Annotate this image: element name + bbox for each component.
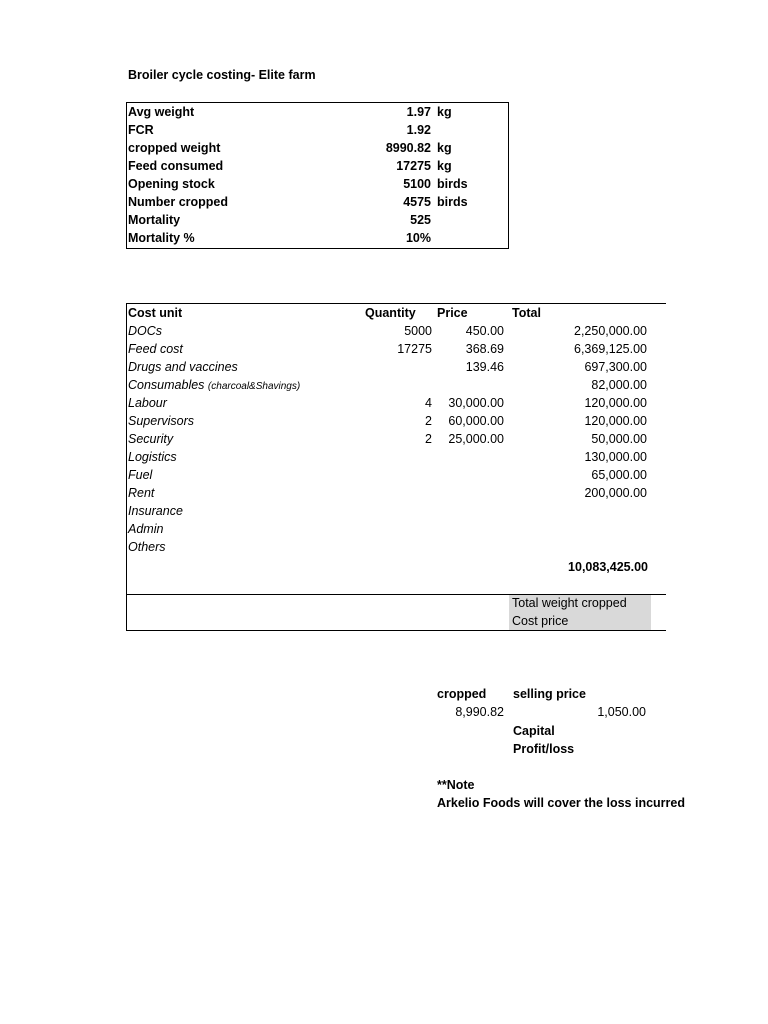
summary-value: 5100: [403, 177, 431, 191]
summary-unit: kg: [437, 159, 452, 173]
cost-quantity: 4: [425, 396, 432, 411]
cost-unit-name: Logistics: [128, 450, 177, 465]
cost-row: [127, 340, 666, 358]
summary-row: [127, 103, 508, 121]
summary-value: 1.92: [406, 123, 431, 137]
summary-row: [127, 157, 508, 175]
cost-quantity: 5000: [404, 324, 432, 339]
cost-unit-label: [128, 520, 163, 538]
summary-unit: kg: [437, 141, 452, 155]
cost-unit-name: Others: [128, 540, 166, 555]
cost-unit-label: [128, 340, 183, 358]
cost-unit-name: Rent: [128, 486, 155, 501]
cost-unit-name: Admin: [128, 522, 164, 537]
cost-unit-name: Labour: [128, 396, 167, 411]
summary-row: [127, 139, 508, 157]
summary-unit: birds: [437, 195, 468, 209]
cost-unit-note: (charcoal&Shavings): [207, 381, 301, 393]
cost-row: [127, 322, 666, 340]
summary-row: [127, 121, 508, 139]
cost-table: [126, 303, 666, 595]
cost-row: [127, 394, 666, 412]
cost-unit-label: [128, 376, 300, 396]
cost-unit-label: [128, 322, 162, 340]
cost-price: 368.69: [465, 342, 504, 357]
summary-row: [127, 175, 508, 193]
cost-unit-name: Insurance: [128, 504, 183, 519]
cost-unit-label: [128, 466, 152, 484]
cost-total: 130,000.00: [584, 450, 647, 465]
cost-total: 50,000.00: [591, 432, 647, 447]
summary-label: Number cropped: [128, 195, 229, 209]
cost-price: 30,000.00: [448, 396, 504, 411]
cost-row: [127, 502, 666, 520]
summary-value: 4575: [403, 195, 431, 209]
cost-unit-name: Security: [128, 432, 174, 447]
summary-unit: kg: [437, 105, 452, 119]
cost-total: 6,369,125.00: [574, 342, 647, 357]
capital-label: Capital: [513, 724, 555, 738]
cost-row: [127, 466, 666, 484]
summary-unit: birds: [437, 177, 468, 191]
page-title: Broiler cycle costing- Elite farm: [128, 68, 316, 82]
cost-row: [127, 448, 666, 466]
profit-loss-label: Profit/loss: [513, 742, 575, 756]
cost-quantity: 2: [425, 432, 432, 447]
cost-unit-name: Drugs and vaccines: [128, 360, 238, 375]
cost-total: 2,250,000.00: [574, 324, 647, 339]
cost-row: [127, 430, 666, 448]
cost-row: [127, 520, 666, 538]
cost-price: 60,000.00: [448, 414, 504, 429]
cost-unit-label: [128, 412, 194, 430]
cost-quantity: 2: [425, 414, 432, 429]
cropped-value: 8,990.82: [455, 705, 504, 719]
cost-unit-name: DOCs: [128, 324, 163, 339]
cost-row: [127, 376, 666, 394]
summary-row: [127, 229, 508, 247]
note-heading: **Note: [437, 778, 475, 792]
cost-total: 120,000.00: [584, 396, 647, 411]
cost-total: 120,000.00: [584, 414, 647, 429]
cost-unit-name: Supervisors: [128, 414, 194, 429]
cost-price: 450.00: [465, 324, 504, 339]
cost-price: 25,000.00: [448, 432, 504, 447]
cost-unit-label: [128, 448, 177, 466]
summary-label: Mortality %: [128, 231, 195, 245]
cost-unit-label: [128, 394, 167, 412]
cost-total: 65,000.00: [591, 468, 647, 483]
selling-price-value: 1,050.00: [597, 705, 646, 719]
summary-value: 17275: [396, 159, 431, 173]
cost-unit-name: Consumables: [128, 378, 205, 393]
cost-unit-name: Feed cost: [128, 342, 183, 357]
grand-total: 10,083,425.00: [568, 560, 648, 574]
total-weight-cropped-label: Total weight cropped: [512, 596, 627, 610]
cost-unit-name: Fuel: [128, 468, 153, 483]
cost-total: 697,300.00: [584, 360, 647, 375]
cost-price: 139.46: [465, 360, 504, 375]
summary-value: 8990.82: [385, 141, 431, 155]
cost-unit-label: [128, 358, 238, 376]
selling-price-header: selling price: [513, 687, 586, 701]
cost-price-label: Cost price: [512, 614, 569, 628]
summary-label: FCR: [128, 123, 154, 137]
header-cost-unit: Cost unit: [128, 306, 183, 320]
cost-unit-label: [128, 484, 154, 502]
cost-unit-label: [128, 430, 173, 448]
summary-label: Avg weight: [128, 105, 195, 119]
summary-label: Mortality: [128, 213, 181, 227]
header-quantity: Quantity: [365, 306, 416, 320]
summary-row: [127, 211, 508, 229]
summary-value: 1.97: [406, 105, 431, 119]
summary-value: 10%: [405, 231, 431, 245]
summary-value: 525: [410, 213, 431, 227]
header-price: Price: [437, 306, 468, 320]
cost-total: 82,000.00: [591, 378, 647, 393]
cost-table-header: [127, 304, 666, 322]
cost-unit-label: [128, 502, 183, 520]
summary-row: [127, 193, 508, 211]
summary-table: [126, 102, 509, 249]
cropped-header: cropped: [437, 687, 487, 701]
header-total: Total: [512, 306, 541, 320]
note-text: Arkelio Foods will cover the loss incurred: [437, 796, 685, 810]
cost-total: 200,000.00: [584, 486, 647, 501]
summary-label: cropped weight: [128, 141, 221, 155]
cost-row: [127, 538, 666, 556]
cost-row: [127, 358, 666, 376]
summary-label: Feed consumed: [128, 159, 224, 173]
cost-row: [127, 412, 666, 430]
cost-unit-label: [128, 538, 166, 556]
cost-row: [127, 484, 666, 502]
cost-quantity: 17275: [397, 342, 432, 357]
summary-label: Opening stock: [128, 177, 215, 191]
